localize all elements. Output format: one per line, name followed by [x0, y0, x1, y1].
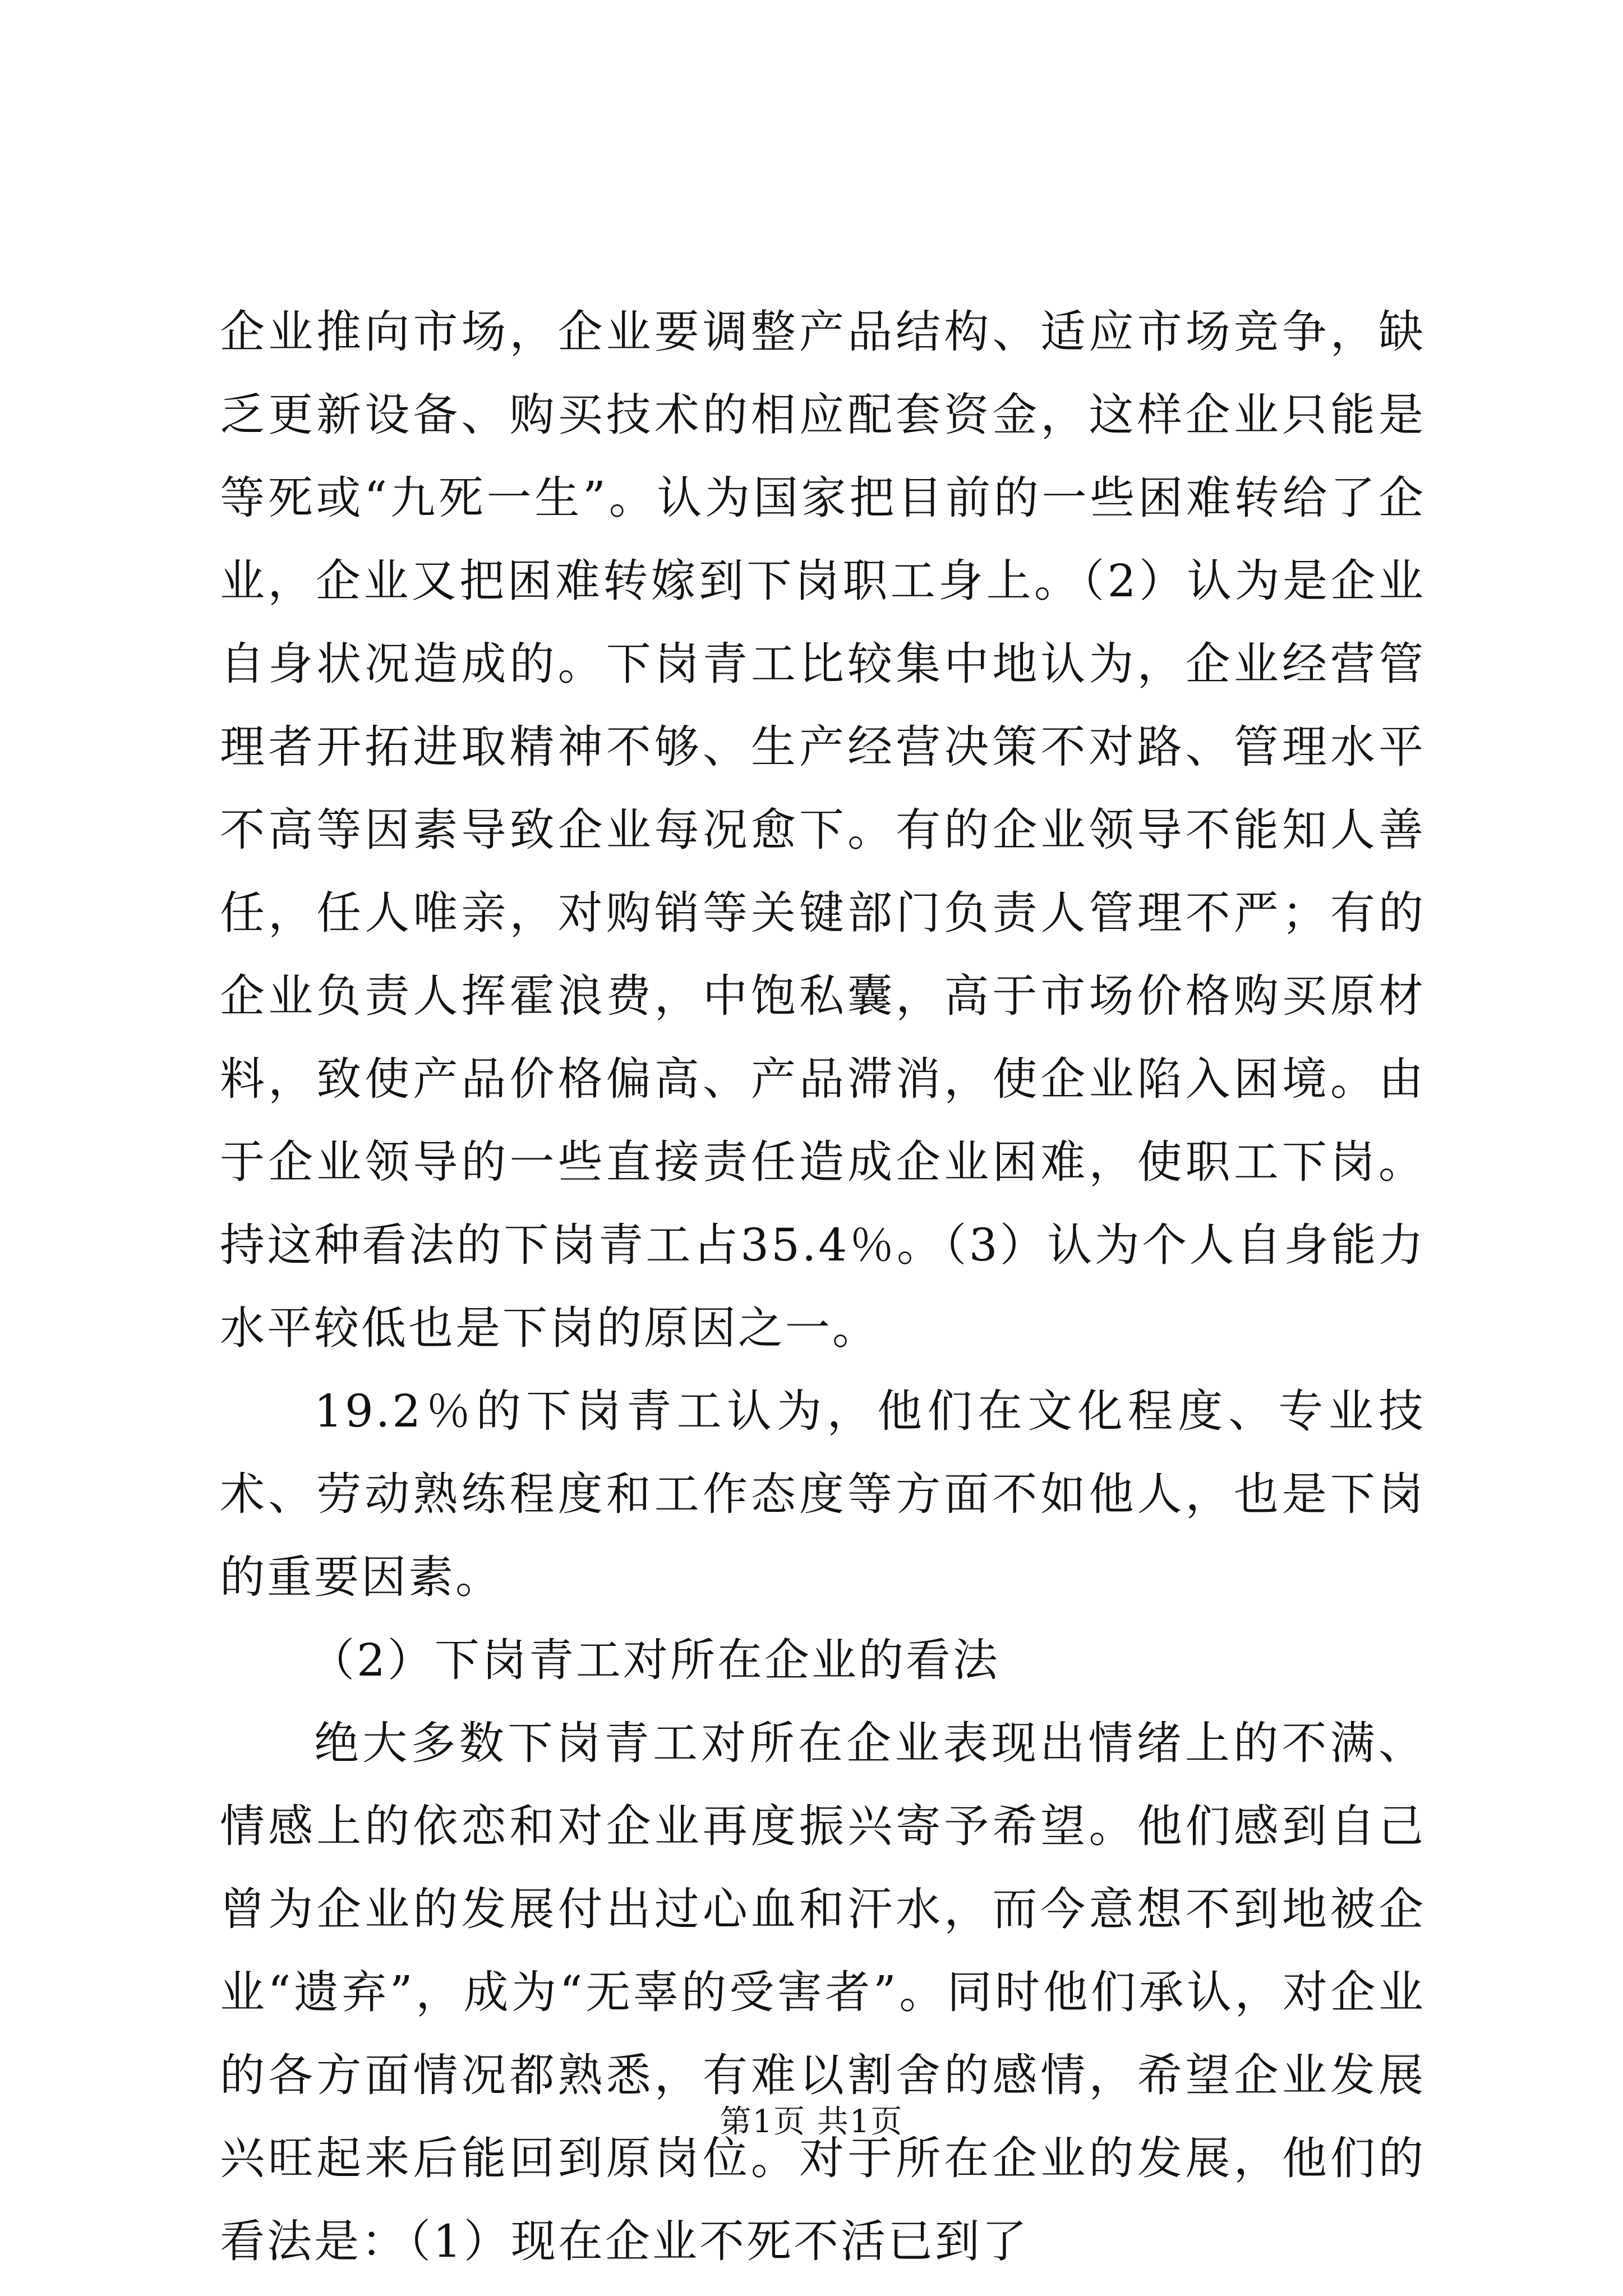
document-body [220, 291, 1426, 2283]
paragraph-personal-ability: 19.2％的下岗青工认为，他们在文化程度、专业技术、劳动熟练程度和工作态度等方面不如他人，也是下岗的重要因素。 [220, 1385, 1426, 1603]
section-heading-views-on-enterprise: （2）下岗青工对所在企业的看法 [310, 1634, 1000, 1686]
page-footer: 第1页 共1页 [720, 2104, 903, 2140]
paragraph-views-on-enterprise: 绝大多数下岗青工对所在企业表现出情绪上的不满、情感上的依恋和对企业再度振兴寄予希望。他们感到自己曾为企业的发展付出过心血和汗水，而今意想不到地被企业“遗弃”，成为“无辜的受害者”。同时他们承认，对企业的各方面情况都熟悉，有难以割舍的感情，希望企业发展兴旺起来后能回到原岗位。对于所在企业的发展，他们的看法是：（1）现在企业不死不活已到了 [220, 1717, 1426, 2267]
paragraph-causes-of-layoff: 企业推向市场，企业要调整产品结构、适应市场竞争，缺乏更新设备、购买技术的相应配套资金，这样企业只能是等死或“九死一生”。认为国家把目前的一些困难转给了企业，企业又把困难转嫁到下岗职工身上。（2）认为是企业自身状况造成的。下岗青工比较集中地认为，企业经营管理者开拓进取精神不够、生产经营决策不对路、管理水平不高等因素导致企业每况愈下。有的企业领导不能知人善任，任人唯亲，对购销等关键部门负责人管理不严；有的企业负责人挥霍浪费，中饱私囊，高于市场价格购买原材料，致使产品价格偏高、产品滞消，使企业陷入困境。由于企业领导的一些直接责任造成企业困难，使职工下岗。持这种看法的下岗青工占35.4％。（3）认为个人自身能力水平较低也是下岗的原因之一。 [220, 306, 1426, 1354]
